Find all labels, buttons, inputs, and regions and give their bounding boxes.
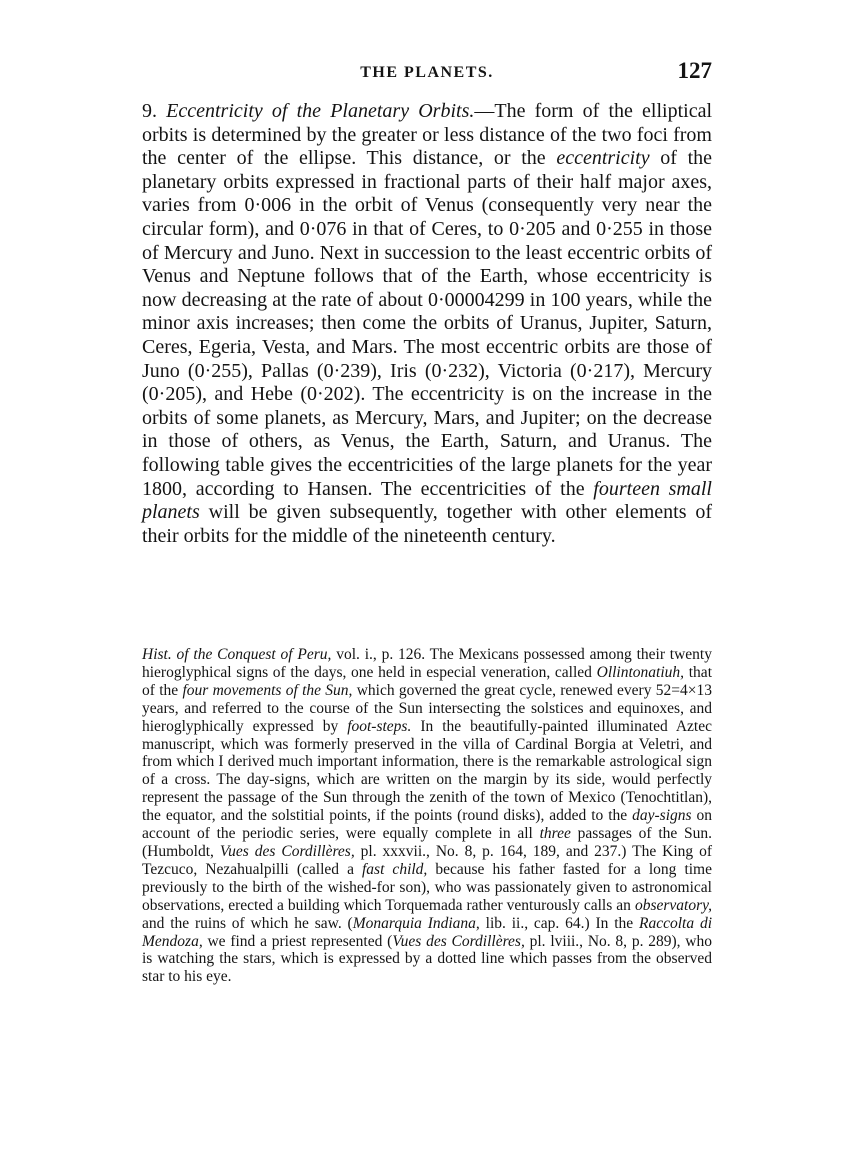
footnote-text: pl. lviii., No. 8, p. 289), who is watching the stars, which is expressed by a dotted line which passes from the observed star to his eye. (142, 932, 712, 986)
footnote-text: on account of the periodic series, were equally complete in all (142, 807, 712, 843)
title-dash: — (474, 100, 495, 122)
footnote-text: lib. ii., cap. 64.) In the (479, 914, 640, 932)
paragraph-text-3: will be given subsequently, together with other elements of their orbits for the middle of the nineteenth century. (142, 501, 712, 547)
section-paragraph (142, 100, 712, 548)
footnote-text: and the ruins of which he saw. ( (142, 914, 353, 932)
footnote-text: pl. xxxvii., No. 8, p. 164, 189, and 237.) The King of Tezcuco, Nezahualpilli (called a (142, 842, 712, 878)
footnote-italic: fast child, (362, 860, 428, 878)
footnote-italic: Raccolta di Mendoza, (142, 914, 712, 950)
footnote-italic: day-signs (632, 807, 692, 825)
paragraph-text-2: of the planetary orbits expressed in fractional parts of their half major axes, varies from 0·006 in the orbit of Venus (consequently very near the circular form), and 0·076 in that of Ceres, to 0·205 and 0·255 in those of Mercury and Juno. Next in succession to the least eccentric orbits of Venus and Neptune follows that of the Earth, whose eccentricity is now decreasing at the rate of about 0·00004299 in 100 years, while the minor axis increases; then come the orbits of Uranus, Jupiter, Saturn, Ceres, Egeria, Vesta, and Mars. The most eccentric orbits are those of Juno (0·255), Pallas (0·239), Iris (0·232), Victoria (0·217), Mercury (0·205), and Hebe (0·202). The eccentricity is on the increase in the orbits of some planets, as Mercury, Mars, and Jupiter; on the decrease in those of others, as Venus, the Earth, Saturn, and Uranus. The following table gives the eccentricities of the large planets for the year 1800, according to Hansen. The eccentricities of the (142, 147, 712, 500)
paragraph-text-1: The form of the elliptical orbits is determined by the greater or less distance of the two foci from the center of the ellipse. This distance, or the (142, 100, 712, 170)
running-title: THE PLANETS. (360, 64, 494, 81)
footnote-italic: Monarquia Indiana, (352, 914, 480, 932)
footnote-italic: Vues des Cordillères, (392, 932, 525, 950)
term-fourteen-small-planets: fourteen small planets (142, 477, 712, 524)
footnote-italic: foot-steps. (347, 717, 412, 735)
section-number: 9. (142, 100, 157, 122)
footnote-reference: Hist. of the Conquest of Peru, (142, 646, 332, 663)
footnote-italic: observatory, (634, 896, 712, 914)
footnote-text: because his father fasted for a long time previously to the birth of the wished-for son), who was passionately given to astronomical observations, erected a building which Torquemada rather venturously calls an (142, 860, 712, 914)
footnote-italic: Ollintonatiuh, (596, 663, 685, 681)
footnote-italic: four movements of the Sun, (182, 681, 353, 699)
section-title: Eccentricity of the Planetary Orbits. (166, 100, 475, 122)
footnote-text: In the beautifully-painted illuminated Aztec manuscript, which was formerly preserved in the villa of Cardinal Borgia at Veletri, and from which I derived much important information, there is the remarkable astrological sign of a cross. The day-signs, which are written on the margin by its side, would perfectly represent the passage of the Sun through the zenith of the town of Mexico (Tenochtitlan), the equator, and the solstitial points, if the points (round disks), added to the (142, 717, 712, 825)
running-head (142, 58, 712, 88)
footnote-text: vol. i., p. 126. The Mexicans possessed among their twenty hieroglyphical signs of the days, one held in especial veneration, called (142, 646, 712, 681)
footnote-italic: three (539, 825, 571, 843)
footnote-text: which governed the great cycle, renewed every 52=4×13 years, and referred to the course of the Sun intersecting the solstices and equinoxes, and hieroglyphically expressed by (142, 681, 712, 735)
footnote-italic: Vues des Cordillères, (219, 842, 355, 860)
page-number: 127 (677, 58, 712, 83)
footnote (142, 646, 712, 986)
footnote-text: passages of the Sun. (Humboldt, (142, 825, 712, 860)
footnote-text: we find a priest represented ( (202, 932, 393, 950)
footnote-text: that of the (142, 663, 712, 699)
term-eccentricity: eccentricity (556, 147, 650, 170)
